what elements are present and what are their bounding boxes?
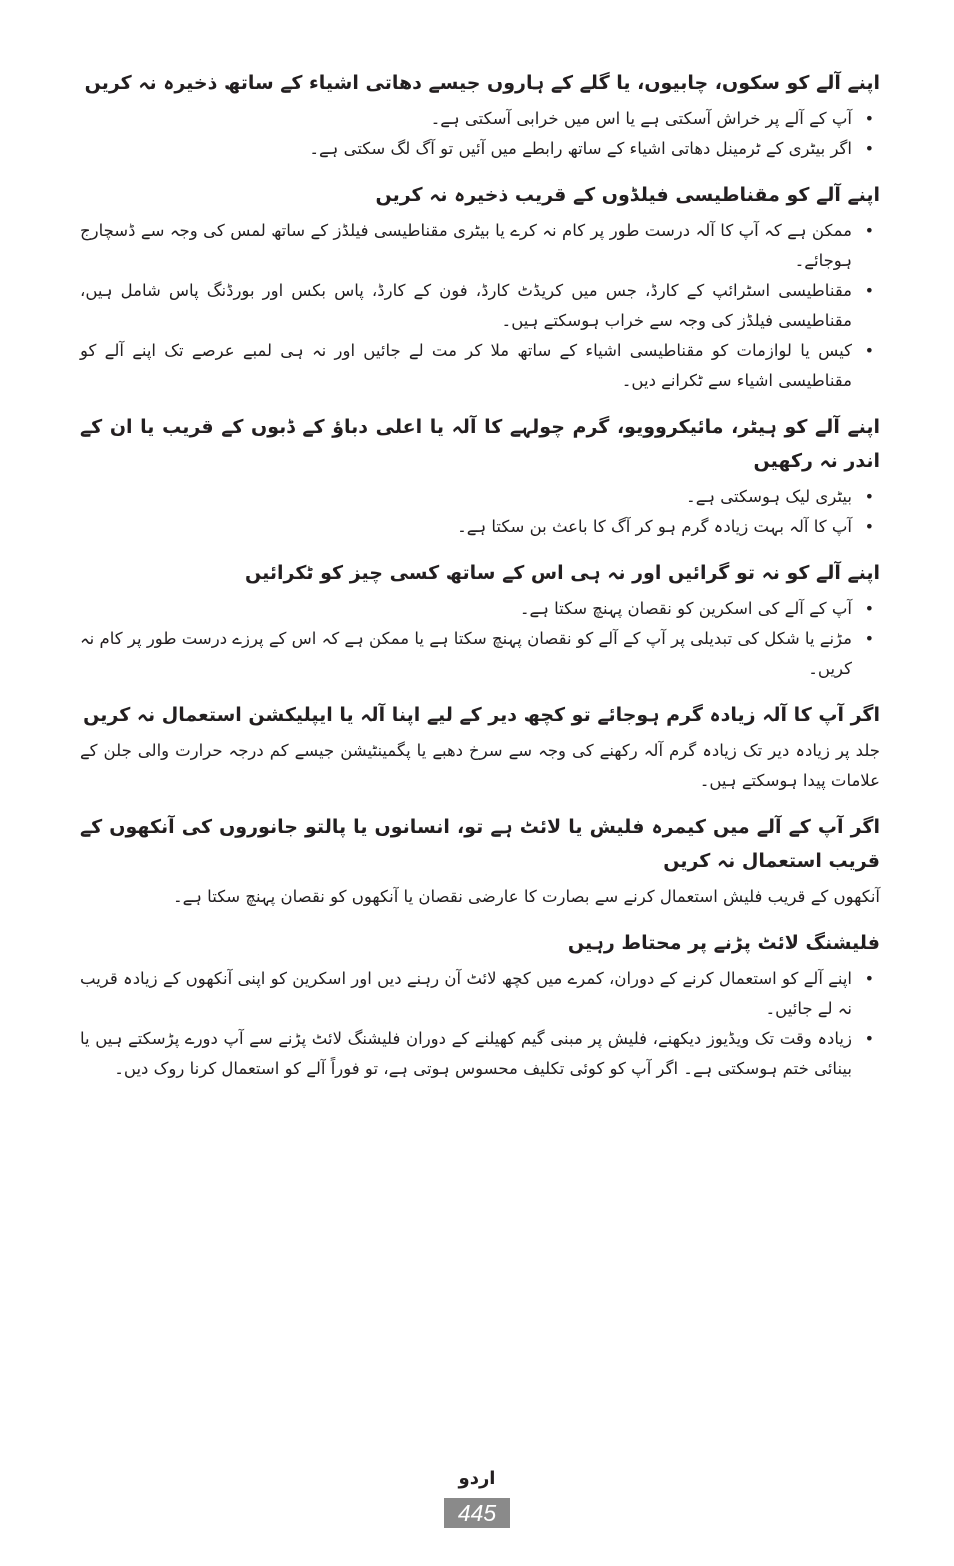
page-number-badge: 445: [444, 1498, 510, 1528]
bullet-icon: •: [864, 109, 874, 128]
footer-language-label: اردو: [458, 1468, 496, 1489]
document-body: [80, 66, 880, 1084]
section-magnetic-fields: [80, 178, 880, 396]
bullet-icon: •: [864, 221, 874, 240]
section-heading: فلیشنگ لائٹ پڑنے پر محتاط رہیں: [567, 932, 880, 954]
bullet-item: [80, 512, 880, 542]
bullet-icon: •: [864, 341, 874, 360]
section-heat-sources: [80, 410, 880, 542]
bullet-text: مقناطیسی اسٹرائپ کے کارڈ، جس میں کریڈٹ کارڈ، فون کے کارڈ، پاس بکس اور بورڈنگ پاس شامل ہیں، مقناطیسی فیلڈز کی وجہ سے خراب ہوسکتے ہیں۔: [80, 281, 852, 330]
section-flashing-lights: [80, 926, 880, 1084]
bullet-icon: •: [864, 599, 874, 618]
bullet-text: زیادہ وقت تک ویڈیوز دیکھنے، فلیش پر مبنی گیم کھیلنے کے دوران فلیشنگ لائٹ پڑنے سے آپ دورے پڑسکتے ہیں یا بینائی ختم ہوسکتی ہے۔ اگر آپ کو کوئی تکلیف محسوس ہوتی ہے، تو فوراً آلے کو استعمال کرنا روک دیں۔: [80, 1029, 852, 1078]
bullet-text: مڑنے یا شکل کی تبدیلی پر آپ کے آلے کو نقصان پہنچ سکتا ہے یا ممکن ہے کہ اس کے پرزے درست طور پر کام نہ کریں۔: [80, 629, 852, 678]
bullet-text: کیس یا لوازمات کو مقناطیسی اشیاء کے ساتھ ملا کر مت لے جائیں اور نہ ہی لمبے عرصے تک اپنے آلے کو مقناطیسی اشیاء سے ٹکرانے دیں۔: [80, 341, 852, 390]
bullet-text: آپ کے آلے کی اسکرین کو نقصان پہنچ سکتا ہے۔: [519, 599, 852, 618]
bullet-item: [80, 134, 880, 164]
bullet-item: [80, 1024, 880, 1084]
page-footer: [0, 1466, 954, 1528]
section-paragraph: آنکھوں کے قریب فلیش استعمال کرنے سے بصارت کا عارضی نقصان یا آنکھوں کو نقصان پہنچ سکتا ہے۔: [172, 887, 880, 906]
section-heading: اپنے آلے کو ہیٹر، مائیکروویو، گرم چولہے کا آلہ یا اعلی دباؤ کے ڈبوں کے قریب یا ان کے اندر نہ رکھیں: [80, 416, 880, 472]
bullet-icon: •: [864, 1029, 874, 1048]
section-heading: اپنے آلے کو سکوں، چابیوں، یا گلے کے ہاروں جیسے دھاتی اشیاء کے ساتھ ذخیرہ نہ کریں: [84, 72, 880, 94]
bullet-icon: •: [864, 517, 874, 536]
bullet-list: [80, 964, 880, 1084]
section-paragraph: جلد پر زیادہ دیر تک زیادہ گرم آلہ رکھنے کی وجہ سے سرخ دھبے یا پگمینٹیشن جیسے کم درجہ حرارت والی جلن کے علامات پیدا ہوسکتے ہیں۔: [80, 741, 880, 790]
bullet-item: [80, 104, 880, 134]
bullet-item: [80, 276, 880, 336]
section-camera-flash: [80, 810, 880, 912]
bullet-item: [80, 594, 880, 624]
section-heading: اپنے آلے کو نہ تو گرائیں اور نہ ہی اس کے ساتھ کسی چیز کو ٹکرائیں: [245, 562, 880, 584]
bullet-icon: •: [864, 969, 874, 988]
bullet-list: [80, 594, 880, 684]
bullet-text: بیٹری لیک ہوسکتی ہے۔: [686, 487, 852, 506]
bullet-item: [80, 624, 880, 684]
section-dropping: [80, 556, 880, 684]
section-heading: اگر آپ کے آلے میں کیمرہ فلیش یا لائٹ ہے تو، انسانوں یا پالتو جانوروں کی آنکھوں کے قریب استعمال نہ کریں: [80, 816, 880, 872]
section-heading: اپنے آلے کو مقناطیسی فیلڈوں کے قریب ذخیرہ نہ کریں: [375, 184, 880, 206]
section-overheating: [80, 698, 880, 796]
bullet-text: آپ کا آلہ بہت زیادہ گرم ہو کر آگ کا باعث بن سکتا ہے۔: [457, 517, 852, 536]
section-heading: اگر آپ کا آلہ زیادہ گرم ہوجائے تو کچھ دیر کے لیے اپنا آلہ یا ایپلیکشن استعمال نہ کریں: [83, 704, 880, 726]
bullet-item: [80, 336, 880, 396]
section-metal-objects: [80, 66, 880, 164]
bullet-text: ممکن ہے کہ آپ کا آلہ درست طور پر کام نہ کرے یا بیٹری مقناطیسی فیلڈز کے ساتھ لمس کی وجہ سے ڈسچارج ہوجائے۔: [80, 221, 852, 270]
bullet-list: [80, 482, 880, 542]
bullet-icon: •: [864, 629, 874, 648]
bullet-icon: •: [864, 281, 874, 300]
bullet-item: [80, 216, 880, 276]
bullet-item: [80, 964, 880, 1024]
bullet-icon: •: [864, 139, 874, 158]
bullet-item: [80, 482, 880, 512]
bullet-text: اگر بیٹری کے ٹرمینل دھاتی اشیاء کے ساتھ رابطے میں آئیں تو آگ لگ سکتی ہے۔: [309, 139, 852, 158]
bullet-text: آپ کے آلے پر خراش آسکتی ہے یا اس میں خرابی آسکتی ہے۔: [430, 109, 852, 128]
bullet-icon: •: [864, 487, 874, 506]
bullet-list: [80, 104, 880, 164]
bullet-text: اپنے آلے کو استعمال کرنے کے دوران، کمرے میں کچھ لائٹ آن رہنے دیں اور اسکرین کو اپنی آنکھوں کے زیادہ قریب نہ لے جائیں۔: [80, 969, 852, 1018]
bullet-list: [80, 216, 880, 396]
